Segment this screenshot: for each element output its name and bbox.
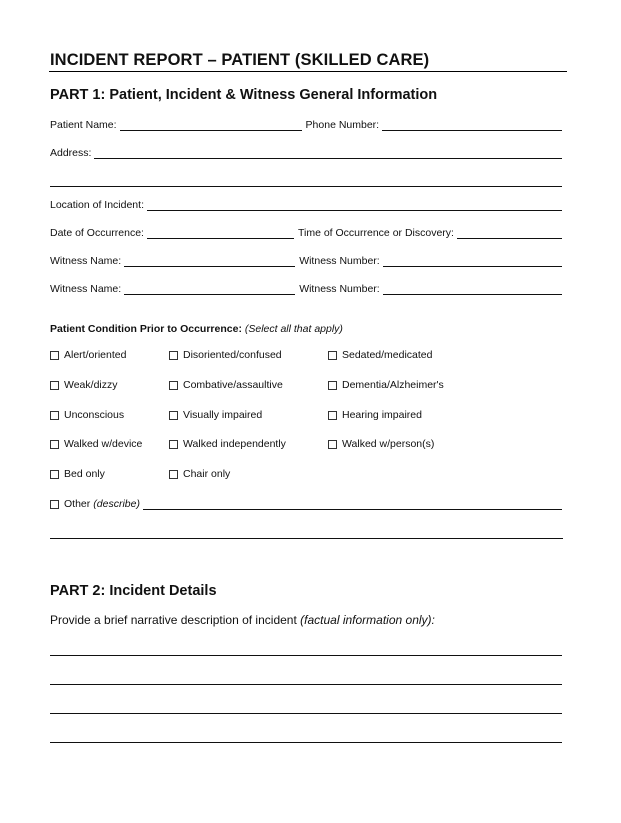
checkbox-icon[interactable]	[50, 381, 59, 390]
address-field[interactable]	[94, 148, 562, 159]
checkbox-icon[interactable]	[169, 411, 178, 420]
witness-number-label: Witness Number:	[299, 283, 380, 295]
other-hint: (describe)	[93, 498, 140, 510]
checkbox-label: Unconscious	[64, 409, 125, 421]
narrative-line[interactable]	[50, 742, 562, 743]
time-label: Time of Occurrence or Discovery:	[297, 227, 454, 239]
other-row	[50, 498, 562, 510]
checkbox-label: Walked independently	[183, 438, 286, 450]
time-field[interactable]	[457, 228, 562, 239]
checkbox-label: Weak/dizzy	[64, 379, 118, 391]
narrative-prompt-text: Provide a brief narrative description of incident	[50, 613, 297, 627]
checkbox-walked-device[interactable]	[50, 438, 142, 450]
witness-row-1	[50, 255, 562, 267]
title-divider	[49, 71, 567, 72]
checkbox-icon[interactable]	[169, 440, 178, 449]
address-label: Address:	[50, 147, 92, 159]
checkbox-label: Hearing impaired	[342, 409, 422, 421]
witness-name-field[interactable]	[124, 284, 295, 295]
document-title: INCIDENT REPORT – PATIENT (SKILLED CARE)	[50, 51, 430, 69]
narrative-line[interactable]	[50, 655, 562, 656]
patient-row	[50, 119, 562, 131]
witness-name-field[interactable]	[124, 256, 295, 267]
checkbox-icon[interactable]	[328, 381, 337, 390]
location-label: Location of Incident:	[50, 199, 144, 211]
address-row	[50, 147, 562, 159]
condition-heading	[50, 323, 343, 335]
phone-number-label: Phone Number:	[305, 119, 380, 131]
narrative-prompt	[50, 613, 435, 627]
date-label: Date of Occurrence:	[50, 227, 144, 239]
address-line-2[interactable]	[50, 186, 562, 187]
date-field[interactable]	[147, 228, 294, 239]
checkbox-dementia-alzheimers[interactable]	[328, 379, 444, 391]
part1-heading: PART 1: Patient, Incident & Witness General Information	[50, 87, 438, 103]
narrative-line[interactable]	[50, 713, 562, 714]
checkbox-icon[interactable]	[169, 381, 178, 390]
witness-name-label: Witness Name:	[50, 283, 122, 295]
checkbox-hearing-impaired[interactable]	[328, 409, 422, 421]
checkbox-icon[interactable]	[50, 351, 59, 360]
checkbox-label: Walked w/person(s)	[342, 438, 435, 450]
checkbox-label: Alert/oriented	[64, 349, 127, 361]
patient-name-label: Patient Name:	[50, 119, 117, 131]
narrative-line[interactable]	[50, 684, 562, 685]
checkbox-walked-persons[interactable]	[328, 438, 434, 450]
checkbox-unconscious[interactable]	[50, 409, 124, 421]
date-time-row	[50, 227, 562, 239]
checkbox-icon[interactable]	[169, 351, 178, 360]
checkbox-label: Combative/assaultive	[183, 379, 283, 391]
witness-number-label: Witness Number:	[299, 255, 380, 267]
other-label: Other	[64, 498, 91, 510]
checkbox-bed-only[interactable]	[50, 468, 105, 480]
checkbox-label: Disoriented/confused	[183, 349, 282, 361]
other-line-2[interactable]	[50, 538, 563, 539]
other-field[interactable]	[143, 499, 562, 510]
witness-number-field[interactable]	[383, 284, 562, 295]
checkbox-combative-assaultive[interactable]	[169, 379, 283, 391]
checkbox-disoriented-confused[interactable]	[169, 349, 282, 361]
checkbox-icon[interactable]	[328, 411, 337, 420]
patient-name-field[interactable]	[120, 120, 302, 131]
witness-name-label: Witness Name:	[50, 255, 122, 267]
checkbox-icon[interactable]	[50, 500, 59, 509]
checkbox-walked-independently[interactable]	[169, 438, 286, 450]
location-row	[50, 199, 562, 211]
checkbox-label: Sedated/medicated	[342, 349, 433, 361]
checkbox-alert-oriented[interactable]	[50, 349, 126, 361]
checkbox-chair-only[interactable]	[169, 468, 230, 480]
part2-heading: PART 2: Incident Details	[50, 583, 217, 599]
witness-row-2	[50, 283, 562, 295]
checkbox-icon[interactable]	[169, 470, 178, 479]
location-field[interactable]	[147, 200, 562, 211]
checkbox-visually-impaired[interactable]	[169, 409, 262, 421]
checkbox-icon[interactable]	[50, 411, 59, 420]
checkbox-icon[interactable]	[50, 440, 59, 449]
checkbox-icon[interactable]	[328, 351, 337, 360]
checkbox-label: Visually impaired	[183, 409, 263, 421]
checkbox-icon[interactable]	[328, 440, 337, 449]
condition-instruction: (Select all that apply)	[244, 323, 343, 335]
condition-heading-label: Patient Condition Prior to Occurrence:	[50, 323, 242, 335]
witness-number-field[interactable]	[383, 256, 562, 267]
checkbox-label: Bed only	[64, 468, 105, 480]
checkbox-label: Dementia/Alzheimer's	[342, 379, 444, 391]
checkbox-icon[interactable]	[50, 470, 59, 479]
checkbox-weak-dizzy[interactable]	[50, 379, 118, 391]
narrative-prompt-hint: (factual information only):	[300, 613, 435, 627]
checkbox-label: Walked w/device	[64, 438, 143, 450]
checkbox-sedated-medicated[interactable]	[328, 349, 432, 361]
checkbox-label: Chair only	[183, 468, 231, 480]
phone-number-field[interactable]	[382, 120, 562, 131]
